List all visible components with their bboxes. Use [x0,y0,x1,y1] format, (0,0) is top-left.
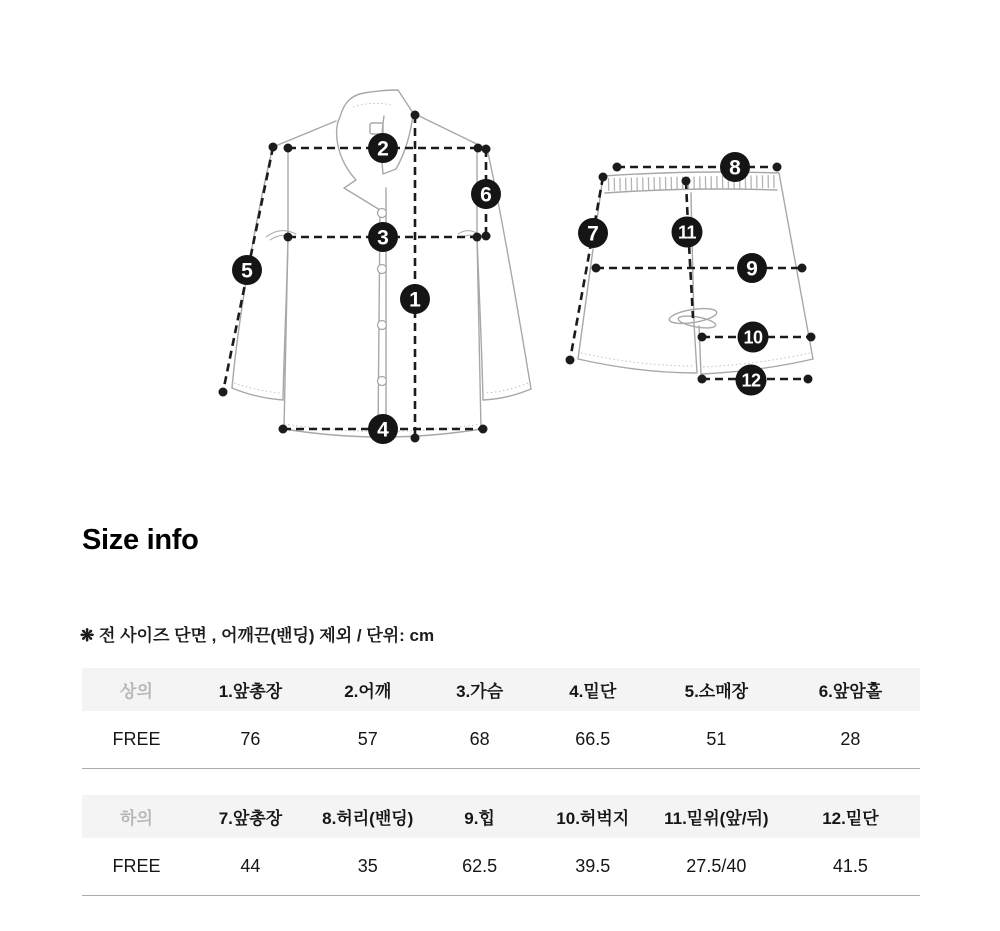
col-header: 1.앞총장 [191,668,310,711]
measure-value: 35 [310,838,426,896]
measure-badge-3 [368,222,398,252]
size-label: FREE [82,711,191,769]
measure-badge-11 [672,217,703,248]
page-title: Size info [82,524,199,556]
measure-value: 41.5 [781,838,920,896]
table-row [82,838,920,896]
svg-text:2: 2 [377,137,389,161]
measure-value: 28 [781,711,920,769]
svg-text:11: 11 [677,222,697,243]
table-header-row [82,668,920,711]
col-header: 6.앞암홀 [781,668,920,711]
measure-badge-6 [471,179,501,209]
col-header: 4.밑단 [534,668,652,711]
svg-text:7: 7 [587,222,599,246]
group-label-bottom: 하의 [82,795,191,838]
group-label-top: 상의 [82,668,191,711]
size-note: ❋ 전 사이즈 단면 , 어깨끈(밴딩) 제외 / 단위: cm [80,626,435,645]
svg-text:3: 3 [377,226,389,250]
svg-text:1: 1 [409,288,421,312]
measure-badge-7 [578,218,608,248]
measure-value: 76 [191,711,310,769]
shirt-button [378,321,387,330]
measure-value: 44 [191,838,310,896]
col-header: 10.허벅지 [534,795,652,838]
svg-text:12: 12 [741,370,761,391]
measure-value: 68 [426,711,534,769]
measure-value: 62.5 [426,838,534,896]
measure-badge-5 [232,255,262,285]
col-header: 7.앞총장 [191,795,310,838]
svg-text:4: 4 [377,418,389,442]
table-row [82,711,920,769]
measure-badge-4 [368,414,398,444]
shorts-drawing [578,172,813,374]
size-table-top [82,668,920,769]
table-header-row [82,795,920,838]
col-header: 5.소매장 [652,668,781,711]
shirt-button [378,265,387,274]
svg-text:6: 6 [480,183,492,207]
measure-badge-12 [736,365,767,396]
size-table-bottom [82,795,920,896]
measure-value: 27.5/40 [652,838,781,896]
size-label: FREE [82,838,191,896]
shirt-button [378,209,387,218]
svg-text:9: 9 [746,257,758,281]
measure-badge-1 [400,284,430,314]
col-header: 3.가슴 [426,668,534,711]
col-header: 9.힙 [426,795,534,838]
svg-text:10: 10 [743,327,763,348]
svg-text:5: 5 [241,259,253,283]
col-header: 12.밑단 [781,795,920,838]
elastic-waistband [608,182,775,185]
svg-text:8: 8 [729,156,741,180]
measure-badge-9 [737,253,767,283]
measure-value: 51 [652,711,781,769]
col-header: 2.어깨 [310,668,426,711]
measure-badge-8 [720,152,750,182]
measure-value: 57 [310,711,426,769]
col-header: 11.밑위(앞/뒤) [652,795,781,838]
measure-badge-2 [368,133,398,163]
measure-value: 39.5 [534,838,652,896]
col-header: 8.허리(밴딩) [310,795,426,838]
measure-value: 66.5 [534,711,652,769]
shirt-button [378,377,387,386]
measure-badge-10 [738,322,769,353]
